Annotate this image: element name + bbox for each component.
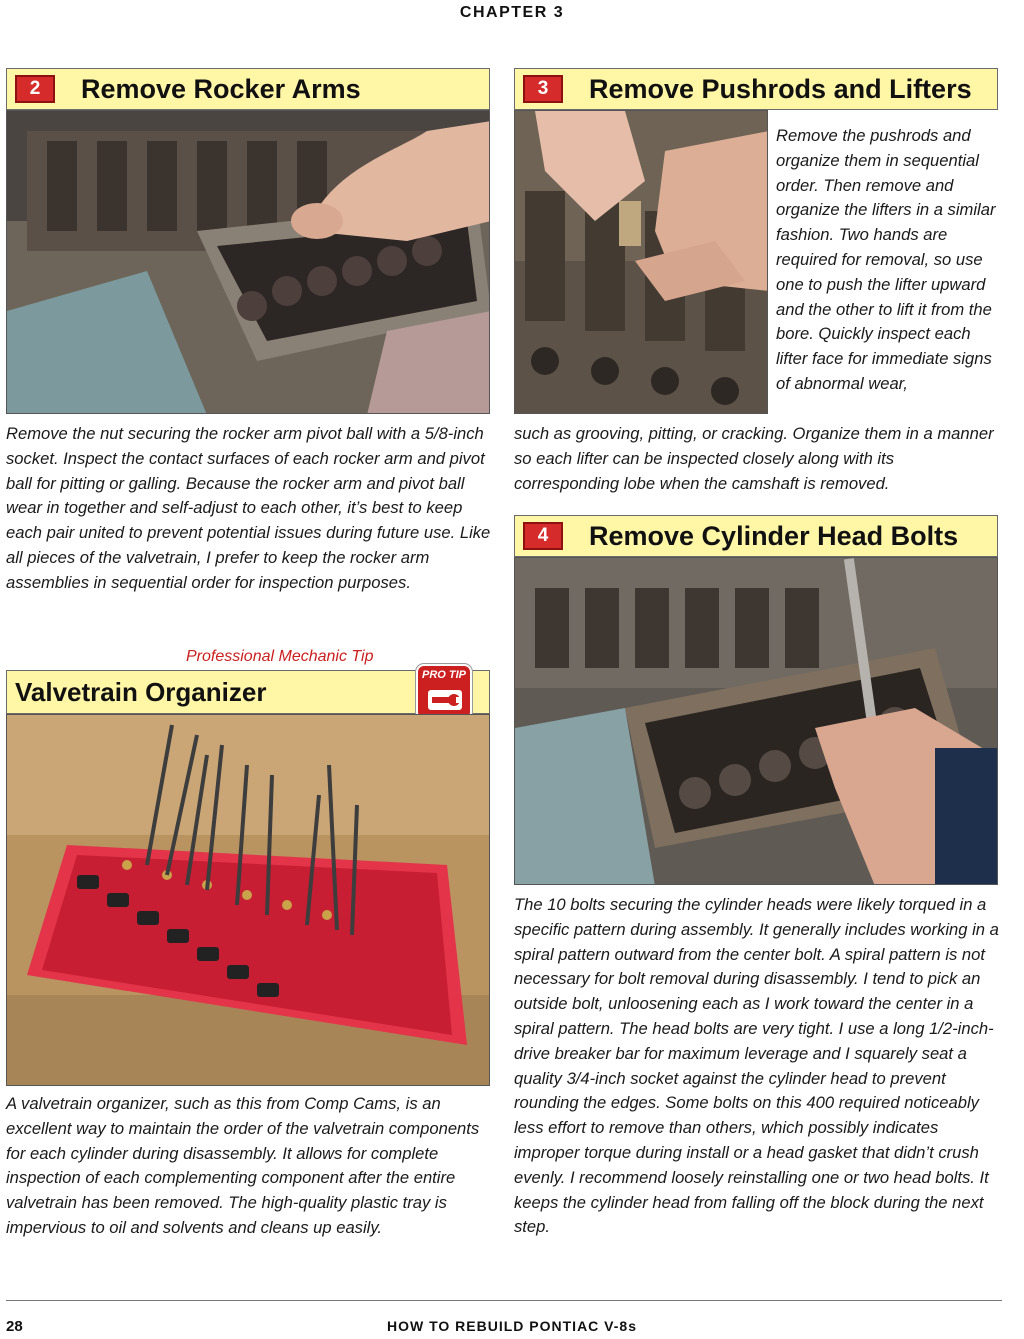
page-number: 28 <box>6 1318 23 1335</box>
step-4-header <box>514 515 998 557</box>
chapter-header: CHAPTER 3 <box>459 4 565 21</box>
tip-photo <box>6 714 490 1086</box>
book-title: HOW TO REBUILD PONTIAC V-8s <box>387 1318 637 1334</box>
step-3-number: 3 <box>523 75 563 103</box>
tip-label: Professional Mechanic Tip <box>186 648 374 665</box>
tip-caption: A valvetrain organizer, such as this from Comp Cams, is an excellent way to maintain the order of the valvetrain components for each cylinder during disassembly. It allows for complete inspection of each complementing component after the entire valvetrain has been removed. The high-quality plastic tray is impervious to oil and solvents and cleans up easily. <box>6 1094 480 1237</box>
step-2-title: Remove Rocker Arms <box>81 73 361 104</box>
step-3-caption-side: Remove the pushrods and organize them in sequential order. Then remove and organize the lifters in a similar fashion. Two hands are required for removal, so use one to push the lifter upward and the other to lift it from the bore. Quickly inspect each lifter face for immediate signs of abnormal wear, <box>776 126 996 393</box>
step-4-photo <box>514 557 998 885</box>
pro-tip-badge <box>416 664 472 720</box>
step-3-caption-bottom: such as grooving, pitting, or cracking. Organize them in a manner so each lifter can be inspected closely along with its corresponding lobe when the camshaft is removed. <box>514 424 994 493</box>
wrench-icon <box>424 686 466 714</box>
step-4-title: Remove Cylinder Head Bolts <box>589 520 959 551</box>
step-2-number: 2 <box>15 75 55 103</box>
step-2-caption: Remove the nut securing the rocker arm pivot ball with a 5/8-inch socket. Inspect the contact surfaces of each rocker arm and pivot ball for pitting or galling. Because the rocker arm and pivot ball wear in together and self-adjust to each other, it’s best to keep each pair united to prevent potential issues during future use. Like all pieces of the valvetrain, I prefer to keep the rocker arm assemblies in sequential order for inspection purposes. <box>6 424 491 592</box>
step-4-caption: The 10 bolts securing the cylinder heads were likely torqued in a specific pattern during assembly. It generally includes working in a spiral pattern outward from the center bolt. A spiral pattern is not necessary for bolt removal during disassembly. I tend to pick an outside bolt, unloosening each as I work toward the center in a spiral pattern. The head bolts are very tight. I use a long 1/2-inch-drive breaker bar for maximum leverage and I squarely seat a quality 3/4-inch socket against the cylinder head to prevent rounding the edges. Some bolts on this 400 required noticeably less effort to remove than others, which possibly indicates improper torque during install or a head gasket that didn’t crush evenly. I recommend loosely reinstalling one or two head bolts. It keeps the cylinder head from falling off the block during the next step. <box>514 895 999 1237</box>
step-3-header <box>514 68 998 110</box>
step-4-number: 4 <box>523 522 563 550</box>
step-3-photo <box>514 110 768 414</box>
tip-title: Valvetrain Organizer <box>15 676 267 707</box>
step-2-header <box>6 68 490 110</box>
footer-divider <box>6 1300 1002 1301</box>
step-3-title: Remove Pushrods and Lifters <box>589 73 972 104</box>
pro-tip-badge-text: PRO TIP <box>421 669 466 681</box>
step-2-photo <box>6 110 490 414</box>
